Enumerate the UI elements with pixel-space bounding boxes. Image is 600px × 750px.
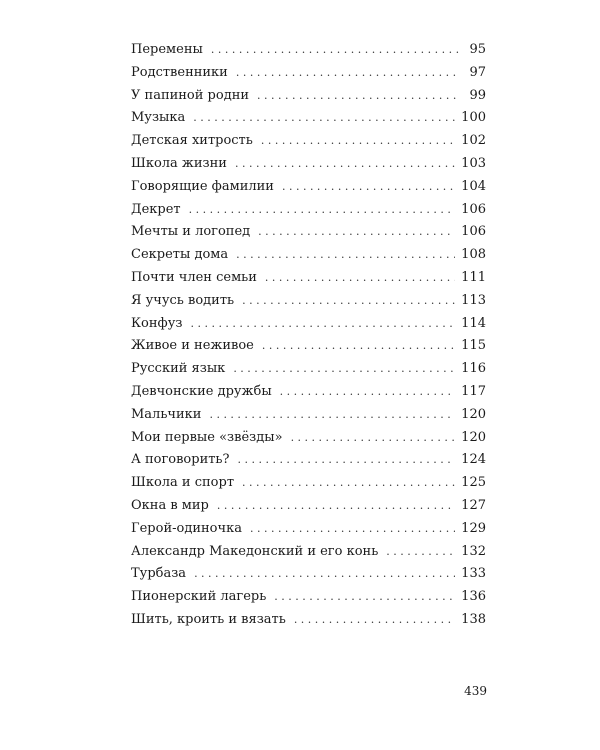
dot-leader <box>261 130 455 153</box>
dot-leader <box>280 381 456 404</box>
toc-entry-title: Мальчики <box>131 406 202 422</box>
toc-entry-title: У папиной родни <box>131 87 250 103</box>
toc-entry <box>131 39 486 62</box>
toc-entry <box>131 563 486 586</box>
toc-entry <box>131 518 486 541</box>
toc-entry <box>131 85 486 108</box>
dot-leader <box>258 221 455 244</box>
toc-entry-page: 114 <box>461 315 486 331</box>
toc-entry <box>131 313 486 336</box>
toc-entry-title: Турбаза <box>131 566 187 582</box>
toc-entry <box>131 335 486 358</box>
toc-entry <box>131 107 486 130</box>
toc-entry-title: Школа жизни <box>131 155 227 171</box>
dot-leader <box>274 586 455 609</box>
toc-entry <box>131 62 486 85</box>
dot-leader <box>236 244 455 267</box>
toc-entry <box>131 495 486 518</box>
dot-leader <box>257 85 460 108</box>
toc-entry <box>131 609 486 632</box>
dot-leader <box>242 290 455 313</box>
toc-entry-title: Мечты и логопед <box>131 224 251 240</box>
toc-entry-page: 106 <box>461 201 486 217</box>
toc-entry-page: 103 <box>461 155 486 171</box>
toc-entry <box>131 586 486 609</box>
toc-entry-title: Девчонские дружбы <box>131 383 272 399</box>
dot-leader <box>386 541 455 564</box>
page-number: 439 <box>464 684 487 698</box>
toc-entry-page: 120 <box>461 429 486 445</box>
toc-entry-title: Музыка <box>131 110 186 126</box>
toc-entry-title: Шить, кроить и вязать <box>131 611 286 627</box>
toc-entry-title: Перемены <box>131 42 203 57</box>
dot-leader <box>209 404 455 427</box>
toc-entry <box>131 267 486 290</box>
dot-leader <box>211 39 460 62</box>
toc-entry <box>131 427 486 450</box>
toc-entry-page: 102 <box>461 133 486 149</box>
toc-entry-title: Секреты дома <box>131 247 229 263</box>
toc-entry-page: 106 <box>461 224 486 240</box>
toc-entry-page: 125 <box>461 475 486 491</box>
toc-entry <box>131 290 486 313</box>
dot-leader <box>194 563 455 586</box>
toc-entry <box>131 244 486 267</box>
toc-entry-page: 99 <box>469 87 486 103</box>
toc-entry <box>131 358 486 381</box>
toc-entry-title: Живое и неживое <box>131 338 254 354</box>
toc-entry <box>131 153 486 176</box>
dot-leader <box>242 472 455 495</box>
toc-entry-title: Мои первые «звёзды» <box>131 429 283 445</box>
toc-entry <box>131 449 486 472</box>
toc-entry-page: 115 <box>461 338 486 354</box>
toc-entry-title: Герой-одиночка <box>131 520 242 536</box>
dot-leader <box>217 495 455 518</box>
toc-entry-page: 133 <box>461 566 486 582</box>
toc-entry-page: 104 <box>461 178 486 194</box>
toc-entry-page: 100 <box>461 110 486 126</box>
dot-leader <box>250 518 455 541</box>
dot-leader <box>291 427 456 450</box>
toc-entry-page: 120 <box>461 406 486 422</box>
dot-leader <box>282 176 455 199</box>
toc-entry-page: 108 <box>461 247 486 263</box>
toc-entry <box>131 381 486 404</box>
dot-leader <box>237 449 455 472</box>
toc-entry-page: 129 <box>461 520 486 536</box>
toc-entry-title: Говорящие фамилии <box>131 178 274 194</box>
dot-leader <box>294 609 455 632</box>
dot-leader <box>235 153 455 176</box>
toc-entry-title: Декрет <box>131 201 181 217</box>
toc-entry-page: 97 <box>469 64 486 80</box>
toc-entry-title: Школа и спорт <box>131 475 235 491</box>
toc-entry-page: 113 <box>461 292 486 308</box>
toc-entry-title: Пионерский лагерь <box>131 589 267 605</box>
toc-entry <box>131 472 486 495</box>
toc-entry-page: 117 <box>461 383 486 399</box>
toc-entry <box>131 404 486 427</box>
toc-entry <box>131 176 486 199</box>
dot-leader <box>262 335 455 358</box>
toc-entry-page: 132 <box>461 543 486 559</box>
toc-entry-title: Родственники <box>131 64 228 80</box>
toc-entry-page: 136 <box>461 589 486 605</box>
dot-leader <box>189 199 456 222</box>
dot-leader <box>265 267 455 290</box>
toc-entry-page: 127 <box>461 497 486 513</box>
table-of-contents <box>131 39 486 632</box>
toc-entry-page: 111 <box>461 269 486 285</box>
toc-entry <box>131 541 486 564</box>
toc-entry <box>131 221 486 244</box>
toc-entry-title: Почти член семьи <box>131 269 257 285</box>
toc-entry-page: 95 <box>469 42 486 57</box>
dot-leader <box>193 107 455 130</box>
toc-entry-title: Конфуз <box>131 315 183 331</box>
toc-entry-title: Русский язык <box>131 361 226 377</box>
dot-leader <box>233 358 455 381</box>
toc-entry-title: Окна в мир <box>131 497 209 513</box>
toc-entry-title: Детская хитрость <box>131 133 253 149</box>
dot-leader <box>190 313 455 336</box>
dot-leader <box>236 62 460 85</box>
toc-entry-page: 138 <box>461 611 486 627</box>
toc-entry-title: Я учусь водить <box>131 292 235 308</box>
toc-entry <box>131 130 486 153</box>
toc-entry-page: 116 <box>461 361 486 377</box>
toc-entry-title: Александр Македонский и его конь <box>131 543 379 559</box>
toc-entry-title: А поговорить? <box>131 452 230 468</box>
toc-entry <box>131 199 486 222</box>
toc-entry-page: 124 <box>461 452 486 468</box>
